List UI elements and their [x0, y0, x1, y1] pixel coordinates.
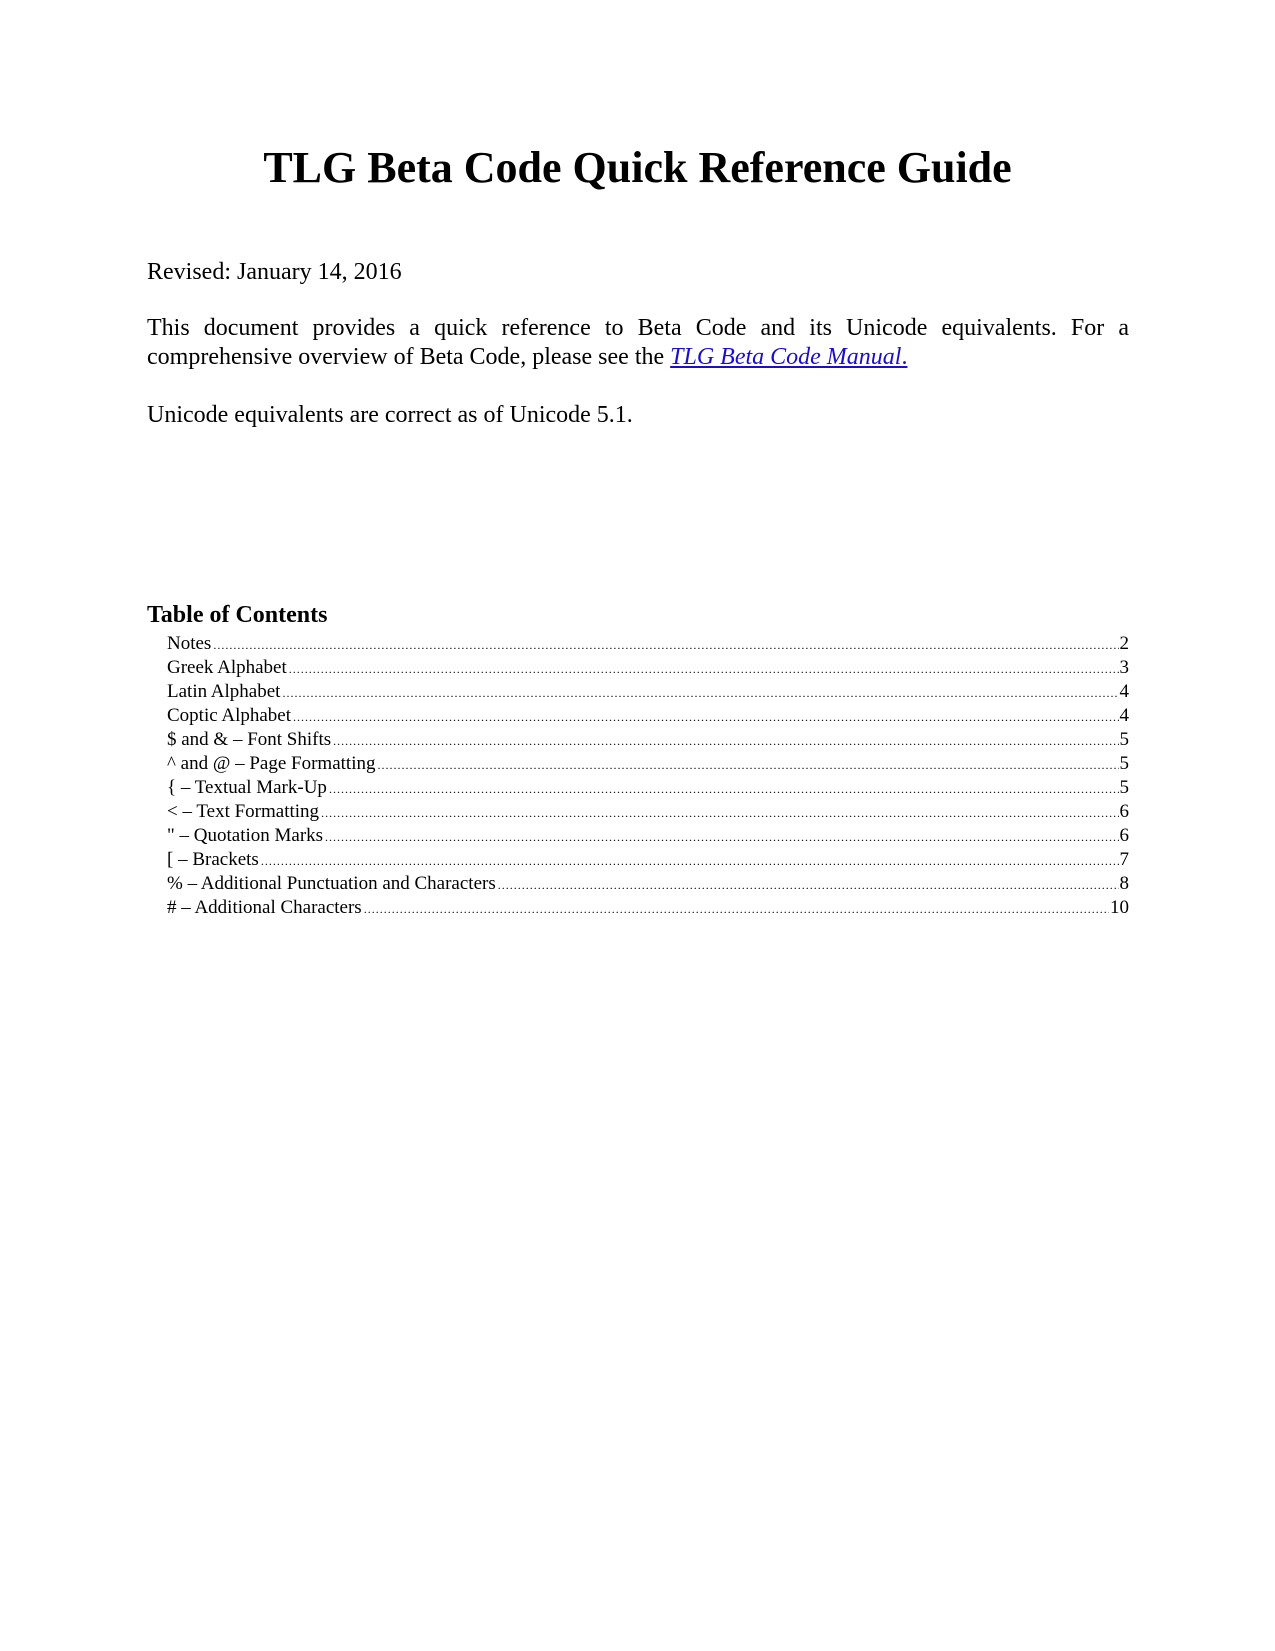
toc-entry-quotation-marks[interactable]: [167, 824, 1129, 848]
toc-entry-label: ^ and @ – Page Formatting: [167, 753, 376, 774]
toc-leader-dots: [333, 729, 1118, 753]
toc-leader-dots: [213, 633, 1118, 657]
toc-page-number: 3: [1119, 657, 1129, 678]
unicode-version-note: Unicode equivalents are correct as of Unicode 5.1.: [147, 402, 633, 428]
toc-page-number: 7: [1119, 849, 1129, 870]
revision-date: Revised: January 14, 2016: [147, 259, 402, 285]
toc-entry-label: % – Additional Punctuation and Characters: [167, 873, 496, 894]
toc-entry-label: Notes: [167, 633, 212, 654]
toc-leader-dots: [498, 873, 1119, 897]
toc-entry-brackets[interactable]: [167, 848, 1129, 872]
toc-page-number: 4: [1119, 705, 1129, 726]
toc-entry-label: Latin Alphabet: [167, 681, 281, 702]
toc-page-number: 6: [1119, 801, 1129, 822]
toc-page-number: 5: [1119, 753, 1129, 774]
intro-text: This document provides a quick reference to Beta Code and its Unicode equivalents. For a comprehensive overview of Beta Code, please see the: [147, 315, 1129, 370]
table-of-contents: [167, 632, 1129, 920]
toc-entry-label: [ – Brackets: [167, 849, 259, 870]
toc-leader-dots: [329, 777, 1119, 801]
toc-entry-label: { – Textual Mark-Up: [167, 777, 327, 798]
toc-entry-text-formatting[interactable]: [167, 800, 1129, 824]
toc-entry-label: $ and & – Font Shifts: [167, 729, 332, 750]
toc-leader-dots: [377, 753, 1118, 777]
toc-leader-dots: [325, 825, 1118, 849]
toc-entry-page-formatting[interactable]: [167, 752, 1129, 776]
toc-entry-label: Greek Alphabet: [167, 657, 287, 678]
toc-entry-additional-characters[interactable]: [167, 896, 1129, 920]
beta-code-manual-link[interactable]: TLG Beta Code Manual: [670, 344, 902, 370]
toc-leader-dots: [261, 849, 1119, 873]
document-title: TLG Beta Code Quick Reference Guide: [263, 143, 1012, 192]
toc-leader-dots: [293, 705, 1118, 729]
toc-heading: Table of Contents: [147, 602, 328, 628]
intro-paragraph: [147, 314, 1129, 372]
toc-entry-label: # – Additional Characters: [167, 897, 362, 918]
toc-leader-dots: [364, 897, 1109, 921]
toc-entry-additional-punctuation[interactable]: [167, 872, 1129, 896]
toc-leader-dots: [321, 801, 1118, 825]
toc-leader-dots: [282, 681, 1118, 705]
toc-entry-label: Coptic Alphabet: [167, 705, 292, 726]
toc-entry-coptic-alphabet[interactable]: [167, 704, 1129, 728]
toc-entry-font-shifts[interactable]: [167, 728, 1129, 752]
toc-leader-dots: [289, 657, 1119, 681]
toc-entry-latin-alphabet[interactable]: [167, 680, 1129, 704]
toc-page-number: 10: [1110, 897, 1129, 918]
toc-entry-textual-mark-up[interactable]: [167, 776, 1129, 800]
toc-page-number: 8: [1119, 873, 1129, 894]
toc-entry-greek-alphabet[interactable]: [167, 656, 1129, 680]
toc-entry-notes[interactable]: [167, 632, 1129, 656]
intro-end: .: [901, 344, 908, 370]
toc-page-number: 6: [1119, 825, 1129, 846]
toc-page-number: 5: [1119, 729, 1129, 750]
toc-page-number: 2: [1119, 633, 1129, 654]
toc-entry-label: " – Quotation Marks: [167, 825, 324, 846]
toc-page-number: 4: [1119, 681, 1129, 702]
toc-page-number: 5: [1119, 777, 1129, 798]
toc-entry-label: < – Text Formatting: [167, 801, 320, 822]
